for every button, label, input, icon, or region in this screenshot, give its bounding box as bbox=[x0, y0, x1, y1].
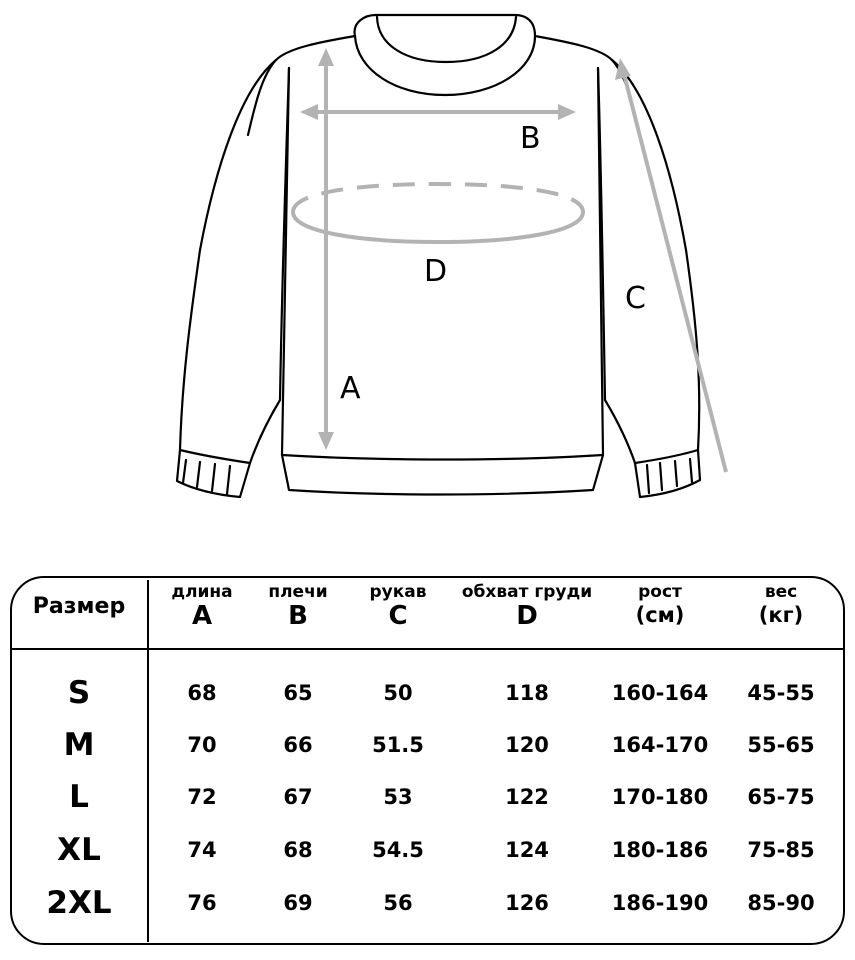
header-height bbox=[610, 582, 710, 628]
sleeve-cell: 54.5 bbox=[372, 838, 424, 862]
weight-cell: 75-85 bbox=[747, 838, 815, 862]
header-sleeve bbox=[350, 582, 446, 630]
table-row bbox=[0, 720, 855, 770]
chest-cell: 124 bbox=[505, 838, 549, 862]
weight-cell: 55-65 bbox=[747, 733, 815, 757]
chest-cell: 122 bbox=[505, 785, 549, 809]
chest-cell: 120 bbox=[505, 733, 549, 757]
header-shoulders-letter: B bbox=[288, 601, 308, 631]
dim-label-b: B bbox=[520, 121, 541, 156]
height-cell: 180-186 bbox=[611, 838, 709, 862]
header-shoulders bbox=[252, 582, 344, 630]
sleeve-arrow-c bbox=[624, 74, 726, 472]
height-cell: 186-190 bbox=[611, 891, 709, 915]
weight-cell: 65-75 bbox=[747, 785, 815, 809]
length-cell: 68 bbox=[187, 681, 217, 705]
table-header-divider bbox=[12, 648, 843, 650]
size-cell: 2XL bbox=[46, 885, 112, 921]
header-weight bbox=[733, 582, 829, 628]
dim-label-a: A bbox=[340, 371, 361, 406]
sleeve-cell: 50 bbox=[383, 681, 413, 705]
table-row bbox=[0, 668, 855, 718]
shoulders-cell: 67 bbox=[283, 785, 313, 809]
length-cell: 76 bbox=[187, 891, 217, 915]
sleeve-cell: 53 bbox=[383, 785, 413, 809]
header-length-label: длина bbox=[171, 582, 233, 602]
size-cell: L bbox=[69, 779, 89, 815]
header-length bbox=[156, 582, 248, 630]
table-row bbox=[0, 878, 855, 928]
header-sleeve-label: рукав bbox=[369, 582, 427, 602]
chest-ellipse-d bbox=[293, 212, 583, 242]
header-weight-unit: (кг) bbox=[758, 603, 804, 627]
size-cell: XL bbox=[57, 832, 101, 868]
header-chest-letter: D bbox=[516, 601, 538, 631]
header-shoulders-label: плечи bbox=[268, 582, 328, 602]
dim-label-d: D bbox=[424, 254, 448, 289]
size-cell: M bbox=[63, 727, 95, 763]
measurement-guides bbox=[293, 48, 726, 472]
header-height-unit: (см) bbox=[635, 603, 685, 627]
weight-cell: 45-55 bbox=[747, 681, 815, 705]
header-chest bbox=[446, 582, 608, 630]
sleeve-cell: 56 bbox=[383, 891, 413, 915]
sleeve-cell: 51.5 bbox=[372, 733, 424, 757]
table-row bbox=[0, 772, 855, 822]
chest-cell: 118 bbox=[505, 681, 549, 705]
header-chest-label: обхват груди bbox=[461, 582, 593, 602]
shoulders-cell: 65 bbox=[283, 681, 313, 705]
chest-cell: 126 bbox=[505, 891, 549, 915]
shoulders-cell: 69 bbox=[283, 891, 313, 915]
header-height-label: рост bbox=[638, 582, 682, 602]
length-cell: 74 bbox=[187, 838, 217, 862]
length-cell: 70 bbox=[187, 733, 217, 757]
height-cell: 164-170 bbox=[611, 733, 709, 757]
length-cell: 72 bbox=[187, 785, 217, 809]
header-sleeve-letter: C bbox=[388, 601, 408, 631]
shoulders-cell: 66 bbox=[283, 733, 313, 757]
table-row bbox=[0, 825, 855, 875]
header-size: Размер bbox=[32, 594, 126, 619]
size-cell: S bbox=[67, 675, 91, 711]
shoulders-cell: 68 bbox=[283, 838, 313, 862]
height-cell: 170-180 bbox=[611, 785, 709, 809]
height-cell: 160-164 bbox=[611, 681, 709, 705]
header-length-letter: A bbox=[191, 601, 213, 631]
header-weight-label: вес bbox=[764, 582, 798, 602]
dim-label-c: C bbox=[625, 281, 646, 316]
weight-cell: 85-90 bbox=[747, 891, 815, 915]
